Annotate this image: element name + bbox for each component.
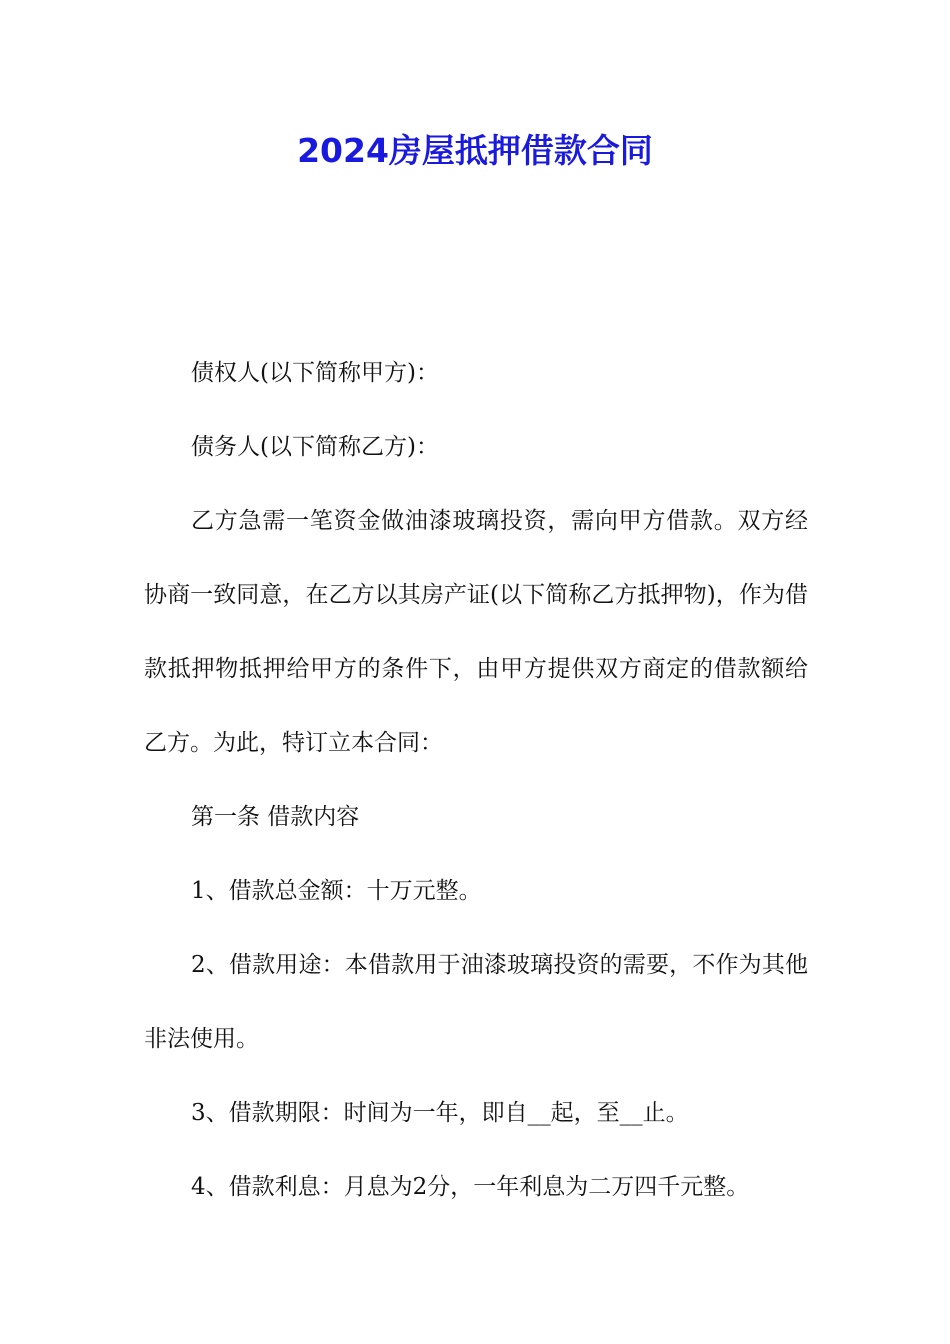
debtor-line: 债务人(以下简称乙方)：: [191, 434, 439, 460]
article-one-heading: 第一条 借款内容: [191, 804, 360, 830]
document-title: 2024房屋抵押借款合同: [297, 131, 653, 170]
document-body: [144, 336, 808, 1224]
preamble-paragraph: 乙方急需一笔资金做油漆玻璃投资，需向甲方借款。双方经协商一致同意，在乙方以其房产证(以下简称乙方抵押物)，作为借款抵押物抵押给甲方的条件下，由甲方提供双方商定的借款额给乙方。为此，特订立本合同：: [144, 508, 808, 756]
clause-loan-interest: 4、借款利息：月息为2分，一年利息为二万四千元整。: [191, 1174, 750, 1200]
creditor-line: 债权人(以下简称甲方)：: [191, 360, 439, 386]
clause-loan-term: 3、借款期限：时间为一年，即自__起，至__止。: [191, 1100, 689, 1126]
clause-loan-amount: 1、借款总金额：十万元整。: [191, 878, 482, 904]
clause-loan-purpose: 2、借款用途：本借款用于油漆玻璃投资的需要，不作为其他非法使用。: [144, 952, 808, 1052]
